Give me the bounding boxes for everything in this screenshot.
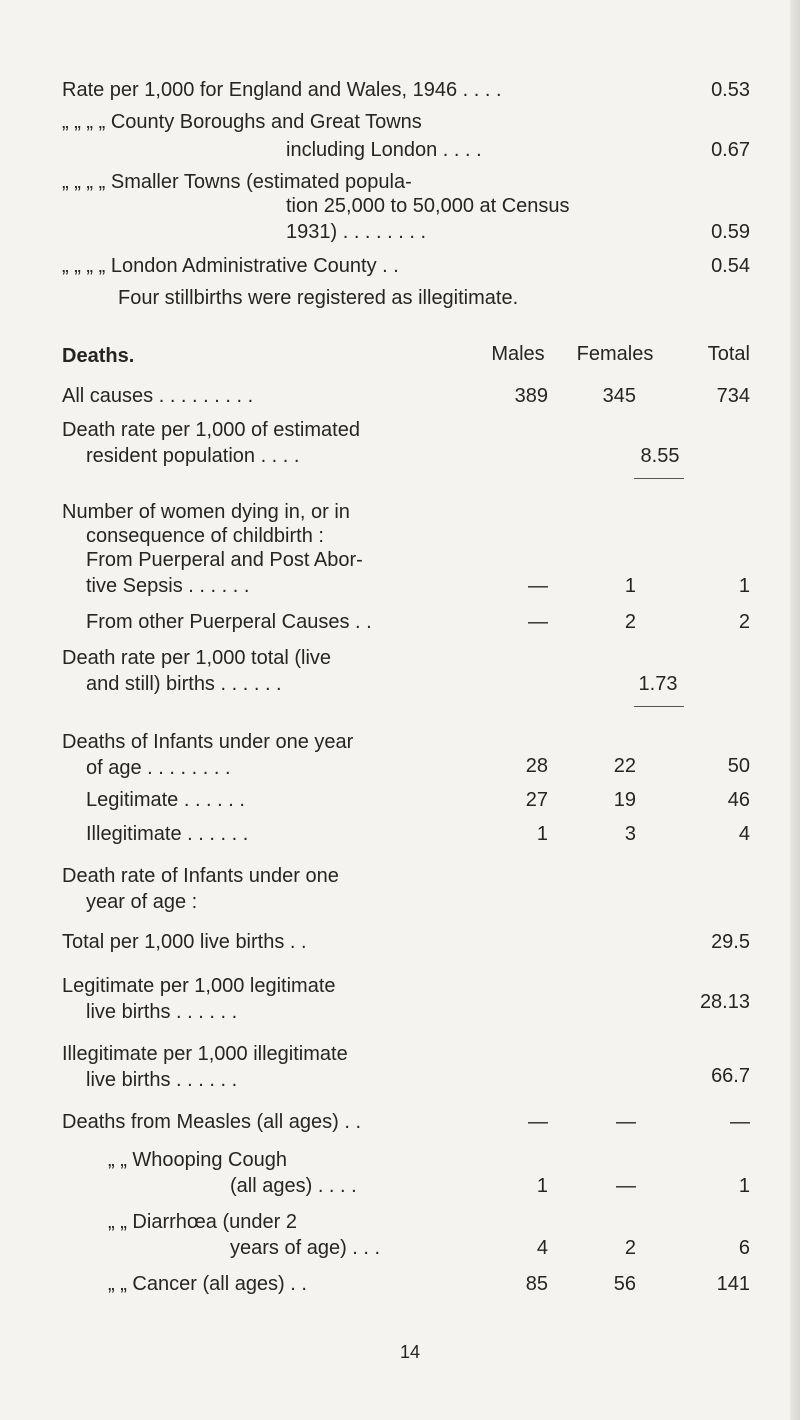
whooping-total: 1 — [738, 1175, 750, 1197]
legit-per-label-1: Legitimate per 1,000 legitimate — [62, 975, 336, 997]
women-dying-label-1: Number of women dying in, or in — [62, 501, 350, 523]
illegit-per-label-2: live births . . . . . . — [86, 1069, 238, 1091]
col-males-header: Males — [491, 343, 545, 365]
all-causes-females: 345 — [602, 385, 636, 407]
women-dying-label-2: consequence of childbirth : — [86, 525, 324, 547]
col-total-header: Total — [707, 343, 750, 365]
whooping-females: — — [616, 1175, 636, 1197]
page-number: 14 — [399, 1342, 421, 1362]
rate-smaller-towns-label-2: tion 25,000 to 50,000 at Census — [286, 195, 570, 217]
puerperal-sepsis-label-2: tive Sepsis . . . . . . — [86, 575, 250, 597]
illegit-per-value: 66.7 — [711, 1065, 750, 1087]
death-rate-births-label-1: Death rate per 1,000 total (live — [62, 647, 332, 669]
rate-smaller-towns-label-3: 1931) . . . . . . . . — [286, 221, 427, 243]
rule — [634, 478, 684, 479]
all-causes-males: 389 — [514, 385, 548, 407]
puerperal-sepsis-males: — — [528, 575, 548, 597]
all-causes-label: All causes . . . . . . . . . — [62, 385, 254, 407]
measles-total: — — [730, 1111, 750, 1133]
diarrhoea-females: 2 — [624, 1237, 636, 1259]
death-rate-label-1: Death rate per 1,000 of estimated — [62, 419, 360, 441]
all-causes-total: 734 — [716, 385, 750, 407]
legitimate-females: 19 — [613, 789, 636, 811]
rate-smaller-towns-label-1: „ „ „ „ Smaller Towns (estimated popula- — [62, 171, 412, 193]
rule — [634, 706, 684, 707]
whooping-males: 1 — [536, 1175, 548, 1197]
infant-rate-heading-2: year of age : — [86, 891, 198, 913]
illegitimate-label: Illegitimate . . . . . . — [86, 823, 249, 845]
cancer-males: 85 — [525, 1273, 548, 1295]
whooping-label-1: „ „ Whooping Cough — [108, 1149, 287, 1171]
puerperal-sepsis-label-1: From Puerperal and Post Abor- — [86, 549, 363, 571]
diarrhoea-label-1: „ „ Diarrhœa (under 2 — [108, 1211, 297, 1233]
infants-label-1: Deaths of Infants under one year — [62, 731, 354, 753]
infants-label-2: of age . . . . . . . . — [86, 757, 231, 779]
diarrhoea-total: 6 — [738, 1237, 750, 1259]
rate-london-county-label: „ „ „ „ London Administrative County . . — [62, 255, 399, 277]
other-puerperal-total: 2 — [738, 611, 750, 633]
cancer-total: 141 — [716, 1273, 750, 1295]
diarrhoea-label-2: years of age) . . . — [230, 1237, 381, 1259]
legitimate-males: 27 — [525, 789, 548, 811]
stillbirth-note: Four stillbirths were registered as illegitimate. — [118, 287, 519, 309]
rate-england-wales-label: Rate per 1,000 for England and Wales, 1946 . . . . — [62, 79, 502, 101]
death-rate-value: 8.55 — [640, 445, 680, 467]
other-puerperal-males: — — [528, 611, 548, 633]
whooping-label-2: (all ages) . . . . — [230, 1175, 357, 1197]
puerperal-sepsis-total: 1 — [738, 575, 750, 597]
other-puerperal-label: From other Puerperal Causes . . — [86, 611, 372, 633]
infants-total: 50 — [727, 755, 750, 777]
illegitimate-females: 3 — [624, 823, 636, 845]
infants-females: 22 — [613, 755, 636, 777]
infants-males: 28 — [525, 755, 548, 777]
cancer-label: „ „ Cancer (all ages) . . — [108, 1273, 307, 1295]
total-per-live-label: Total per 1,000 live births . . — [62, 931, 307, 953]
rate-smaller-towns-value: 0.59 — [711, 221, 750, 243]
rate-county-boroughs-label-1: „ „ „ „ County Boroughs and Great Towns — [62, 111, 422, 133]
legitimate-total: 46 — [727, 789, 750, 811]
death-rate-births-label-2: and still) births . . . . . . — [86, 673, 282, 695]
illegitimate-males: 1 — [536, 823, 548, 845]
rate-england-wales-value: 0.53 — [711, 79, 750, 101]
illegitimate-total: 4 — [738, 823, 750, 845]
death-rate-label-2: resident population . . . . — [86, 445, 300, 467]
page-edge-shadow — [790, 0, 800, 1420]
puerperal-sepsis-females: 1 — [624, 575, 636, 597]
death-rate-births-value: 1.73 — [638, 673, 678, 695]
measles-label: Deaths from Measles (all ages) . . — [62, 1111, 361, 1133]
legit-per-label-2: live births . . . . . . — [86, 1001, 238, 1023]
total-per-live-value: 29.5 — [711, 931, 750, 953]
infant-rate-heading-1: Death rate of Infants under one — [62, 865, 339, 887]
rate-county-boroughs-label-2: including London . . . . — [286, 139, 482, 161]
cancer-females: 56 — [613, 1273, 636, 1295]
measles-males: — — [528, 1111, 548, 1133]
deaths-heading: Deaths. — [62, 345, 135, 367]
other-puerperal-females: 2 — [624, 611, 636, 633]
diarrhoea-males: 4 — [536, 1237, 548, 1259]
rate-county-boroughs-value: 0.67 — [711, 139, 750, 161]
legit-per-value: 28.13 — [699, 991, 750, 1013]
rate-london-county-value: 0.54 — [711, 255, 750, 277]
measles-females: — — [616, 1111, 636, 1133]
legitimate-label: Legitimate . . . . . . — [86, 789, 245, 811]
illegit-per-label-1: Illegitimate per 1,000 illegitimate — [62, 1043, 348, 1065]
col-females-header: Females — [576, 343, 654, 365]
